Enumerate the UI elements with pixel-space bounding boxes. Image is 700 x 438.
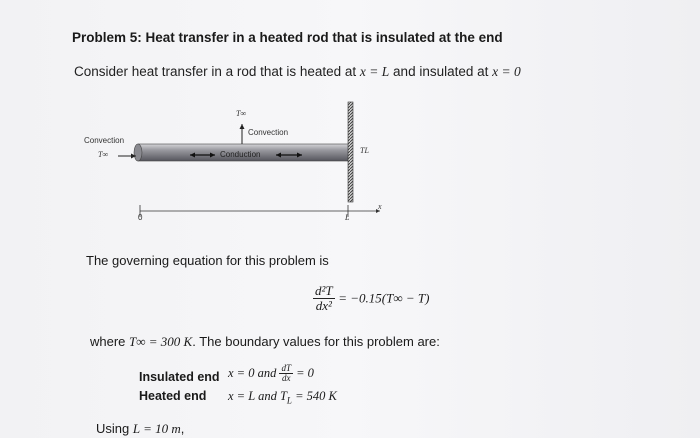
where-t-infinity: T∞ <box>129 334 146 349</box>
where-prefix: where <box>90 334 130 349</box>
heated-wall <box>348 102 353 202</box>
conduction-label: Conduction <box>220 150 261 159</box>
governing-equation <box>313 284 429 313</box>
governing-intro: The governing equation for this problem is <box>86 253 329 268</box>
where-line <box>90 334 440 350</box>
where-value: = 300 K <box>145 334 193 349</box>
where-suffix: . The boundary values for this problem are: <box>192 334 440 349</box>
t-l-label: TL <box>360 146 369 155</box>
heated-end-condition <box>228 389 337 406</box>
axis-zero-label: 0 <box>138 213 143 222</box>
using-suffix: , <box>180 421 185 436</box>
heated-value: = 540 K <box>291 389 337 403</box>
problem-intro <box>74 64 521 80</box>
convection-label-top: Convection <box>248 128 289 137</box>
intro-mid: and insulated at <box>389 64 493 79</box>
derivative-denominator: dx <box>281 373 291 383</box>
heated-cond: x = L and T <box>228 389 287 403</box>
using-line <box>96 421 184 437</box>
rod-diagram <box>80 100 400 230</box>
equation-rhs: = −0.15(T∞ − T) <box>338 290 430 306</box>
axis-x-label: x <box>378 202 382 211</box>
insulated-cond-a: x = 0 and <box>228 366 280 380</box>
using-prefix: Using <box>96 421 133 436</box>
intro-condition-heated: x = L <box>359 64 390 79</box>
heated-end-label: Heated end <box>139 389 207 403</box>
equation-fraction <box>313 284 335 313</box>
insulated-end-condition <box>228 364 314 383</box>
problem-title: Problem 5: Heat transfer in a heated rod that is insulated at the end <box>72 30 503 45</box>
insulated-end-label: Insulated end <box>139 370 220 384</box>
insulated-cond-b: = 0 <box>293 366 314 380</box>
derivative-numerator: dT <box>281 363 291 373</box>
t-infinity-top: T∞ <box>236 109 247 118</box>
axis-l-label: L <box>345 213 350 222</box>
t-infinity-left: T∞ <box>98 150 109 159</box>
intro-condition-insulated: x = 0 <box>492 64 521 79</box>
heated-sub: L <box>286 395 292 406</box>
insulated-derivative <box>279 364 293 383</box>
equation-numerator: d²T <box>315 283 333 298</box>
equation-denominator: dx² <box>315 298 332 313</box>
using-expression: L = 10 m <box>132 421 181 436</box>
convection-label-left: Convection <box>84 136 125 145</box>
rod-end-cap <box>134 144 142 161</box>
intro-prefix: Consider heat transfer in a rod that is heated at <box>74 64 360 79</box>
